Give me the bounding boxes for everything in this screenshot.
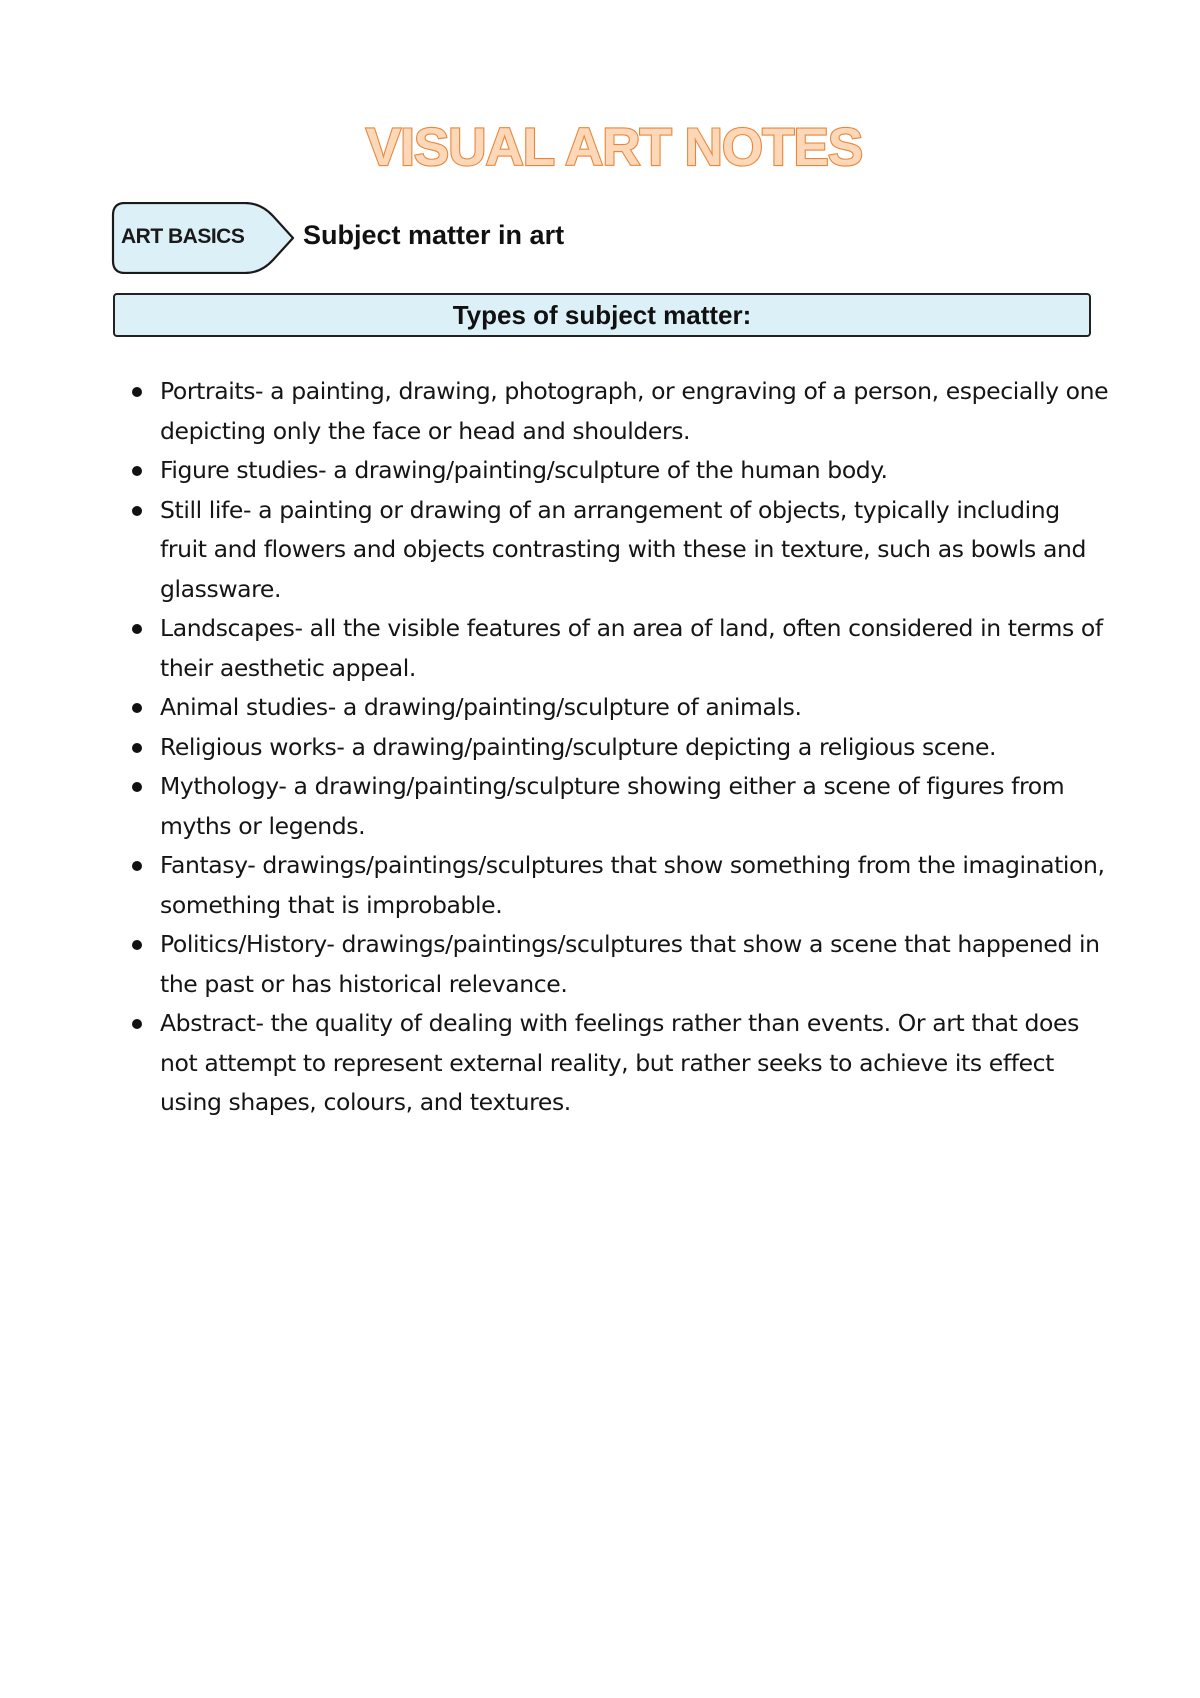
- list-item-text: Figure studies- a drawing/painting/sculpture of the human body.: [160, 456, 888, 484]
- bullet-icon: [132, 466, 142, 476]
- list-item: [160, 728, 1110, 768]
- list-item: [160, 925, 1110, 1004]
- section-heading: Subject matter in art: [303, 220, 565, 250]
- bullet-icon: [132, 624, 142, 634]
- list-item: [160, 688, 1110, 728]
- list-item-text: Landscapes- all the visible features of an area of land, often considered in terms of their aesthetic appeal.: [160, 614, 1103, 682]
- list-item: [160, 846, 1110, 925]
- bullet-icon: [132, 387, 142, 397]
- bullet-icon: [132, 782, 142, 792]
- list-item-text: Portraits- a painting, drawing, photograph, or engraving of a person, especially one depicting only the face or head and shoulders.: [160, 377, 1109, 445]
- list-item: [160, 1004, 1110, 1123]
- bullet-icon: [132, 506, 142, 516]
- list-item-text: Politics/History- drawings/paintings/sculptures that show a scene that happened in the past or has historical relevance.: [160, 930, 1100, 998]
- list-item: [160, 372, 1110, 451]
- list-item-text: Mythology- a drawing/painting/sculpture showing either a scene of figures from myths or legends.: [160, 772, 1065, 840]
- bullet-icon: [132, 1019, 142, 1029]
- list-item: [160, 767, 1110, 846]
- bullet-icon: [132, 940, 142, 950]
- list-item-text: Animal studies- a drawing/painting/sculpture of animals.: [160, 693, 802, 721]
- bullet-icon: [132, 743, 142, 753]
- bullet-icon: [132, 861, 142, 871]
- list-item: [160, 491, 1110, 610]
- tag-label: ART BASICS: [121, 225, 245, 248]
- art-basics-tag: [111, 202, 295, 274]
- bullet-icon: [132, 703, 142, 713]
- types-banner: Types of subject matter:: [113, 293, 1091, 337]
- list-item-text: Religious works- a drawing/painting/sculpture depicting a religious scene.: [160, 732, 997, 761]
- list-item-text: Abstract- the quality of dealing with feelings rather than events. Or art that does not attempt to represent external reality, but rather seeks to achieve its effect using shapes, colours, and textures.: [160, 1009, 1079, 1116]
- list-item: [160, 451, 1110, 491]
- page-title: VISUAL ART NOTES: [365, 118, 863, 177]
- subject-matter-list: [160, 372, 1110, 1123]
- list-item: [160, 609, 1110, 688]
- list-item-text: Fantasy- drawings/paintings/sculptures that show something from the imagination, something that is improbable.: [160, 851, 1105, 919]
- list-item-text: Still life- a painting or drawing of an arrangement of objects, typically including fruit and flowers and objects contrasting with these in texture, such as bowls and glassware.: [160, 495, 1086, 603]
